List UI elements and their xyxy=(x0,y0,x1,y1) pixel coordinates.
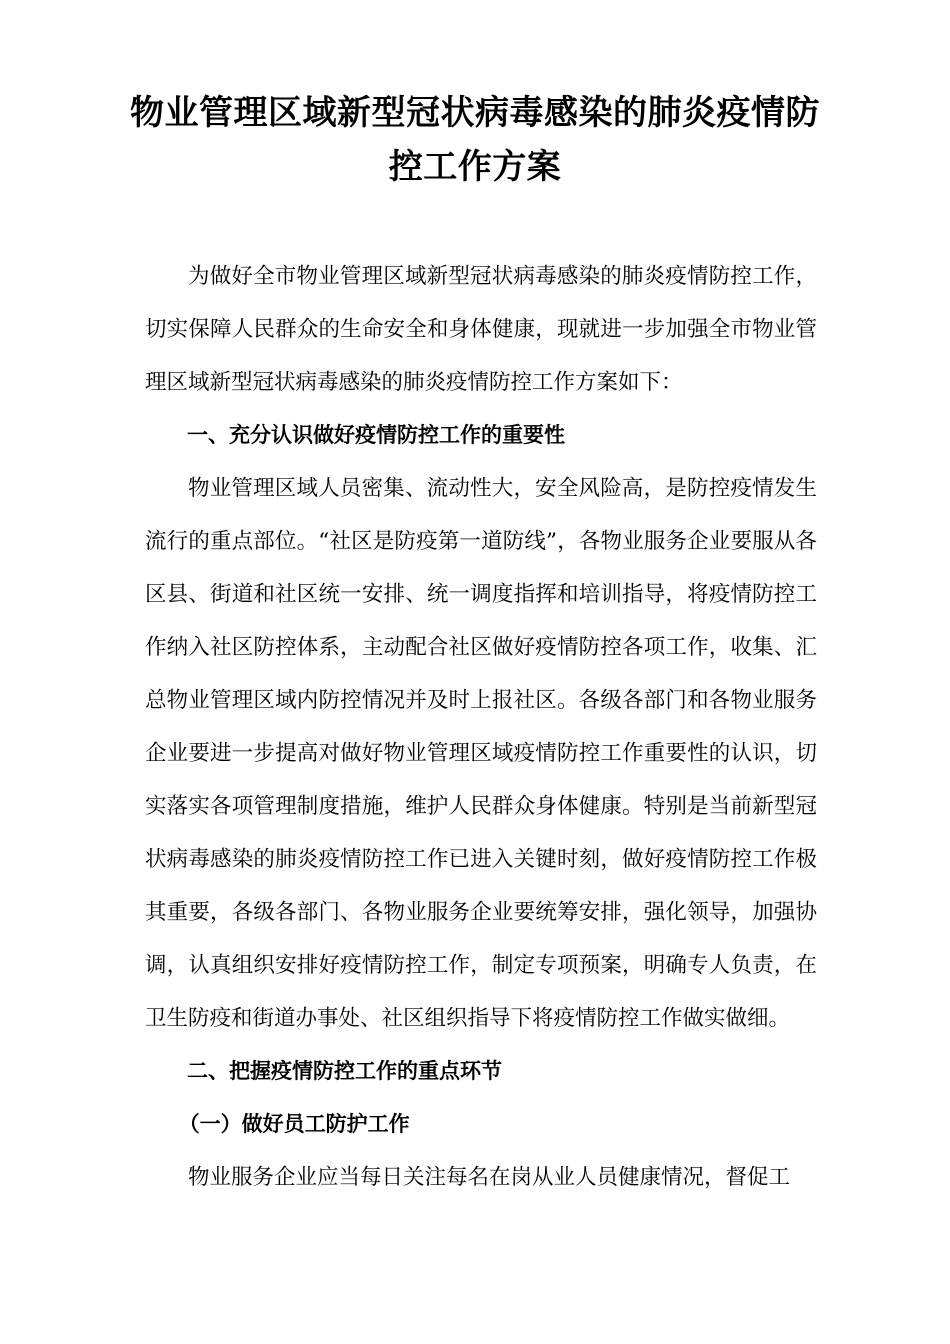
section-heading-2: 二、把握疫情防控工作的重点环节 xyxy=(187,1059,502,1083)
subsection-heading-1: （一）做好员工防护工作 xyxy=(178,1112,410,1136)
section-heading-1: 一、充分认识做好疫情防控工作的重要性 xyxy=(187,423,565,447)
section-1-paragraph: 物业管理区域人员密集、流动性大，安全风险高，是防控疫情发生流行的重点部位。“社区是防疫第一道防线”，各物业服务企业要服从各区县、街道和社区统一安排、统一调度指挥和培训指导，将疫情防控工作纳入社区防控体系，主动配合社区做好疫情防控各项工作，收集、汇总物业管理区域内防控情况并及时上报社区。各级各部门和各物业服务企业要进一步提高对做好物业管理区域疫情防控工作重要性的认识，切实落实各项管理制度措施，维护人民群众身体健康。特别是当前新型冠状病毒感染的肺炎疫情防控工作已进入关键时刻，做好疫情防控工作极其重要，各级各部门、各物业服务企业要统筹安排，强化领导，加强协调，认真组织安排好疫情防控工作，制定专项预案，明确专人负责，在卫生防疫和街道办事处、社区组织指导下将疫情防控工作做实做细。 xyxy=(145,476,817,1031)
document-body xyxy=(145,250,817,1204)
subsection-1-paragraph: 物业服务企业应当每日关注每名在岗从业人员健康情况，督促工 xyxy=(188,1165,791,1190)
intro-paragraph: 为做好全市物业管理区域新型冠状病毒感染的肺炎疫情防控工作，切实保障人民群众的生命安全和身体健康，现就进一步加强全市物业管理区域新型冠状病毒感染的肺炎疫情防控工作方案如下： xyxy=(145,264,817,395)
document-title: 物业管理区域新型冠状病毒感染的肺炎疫情防控工作方案 xyxy=(130,93,820,187)
